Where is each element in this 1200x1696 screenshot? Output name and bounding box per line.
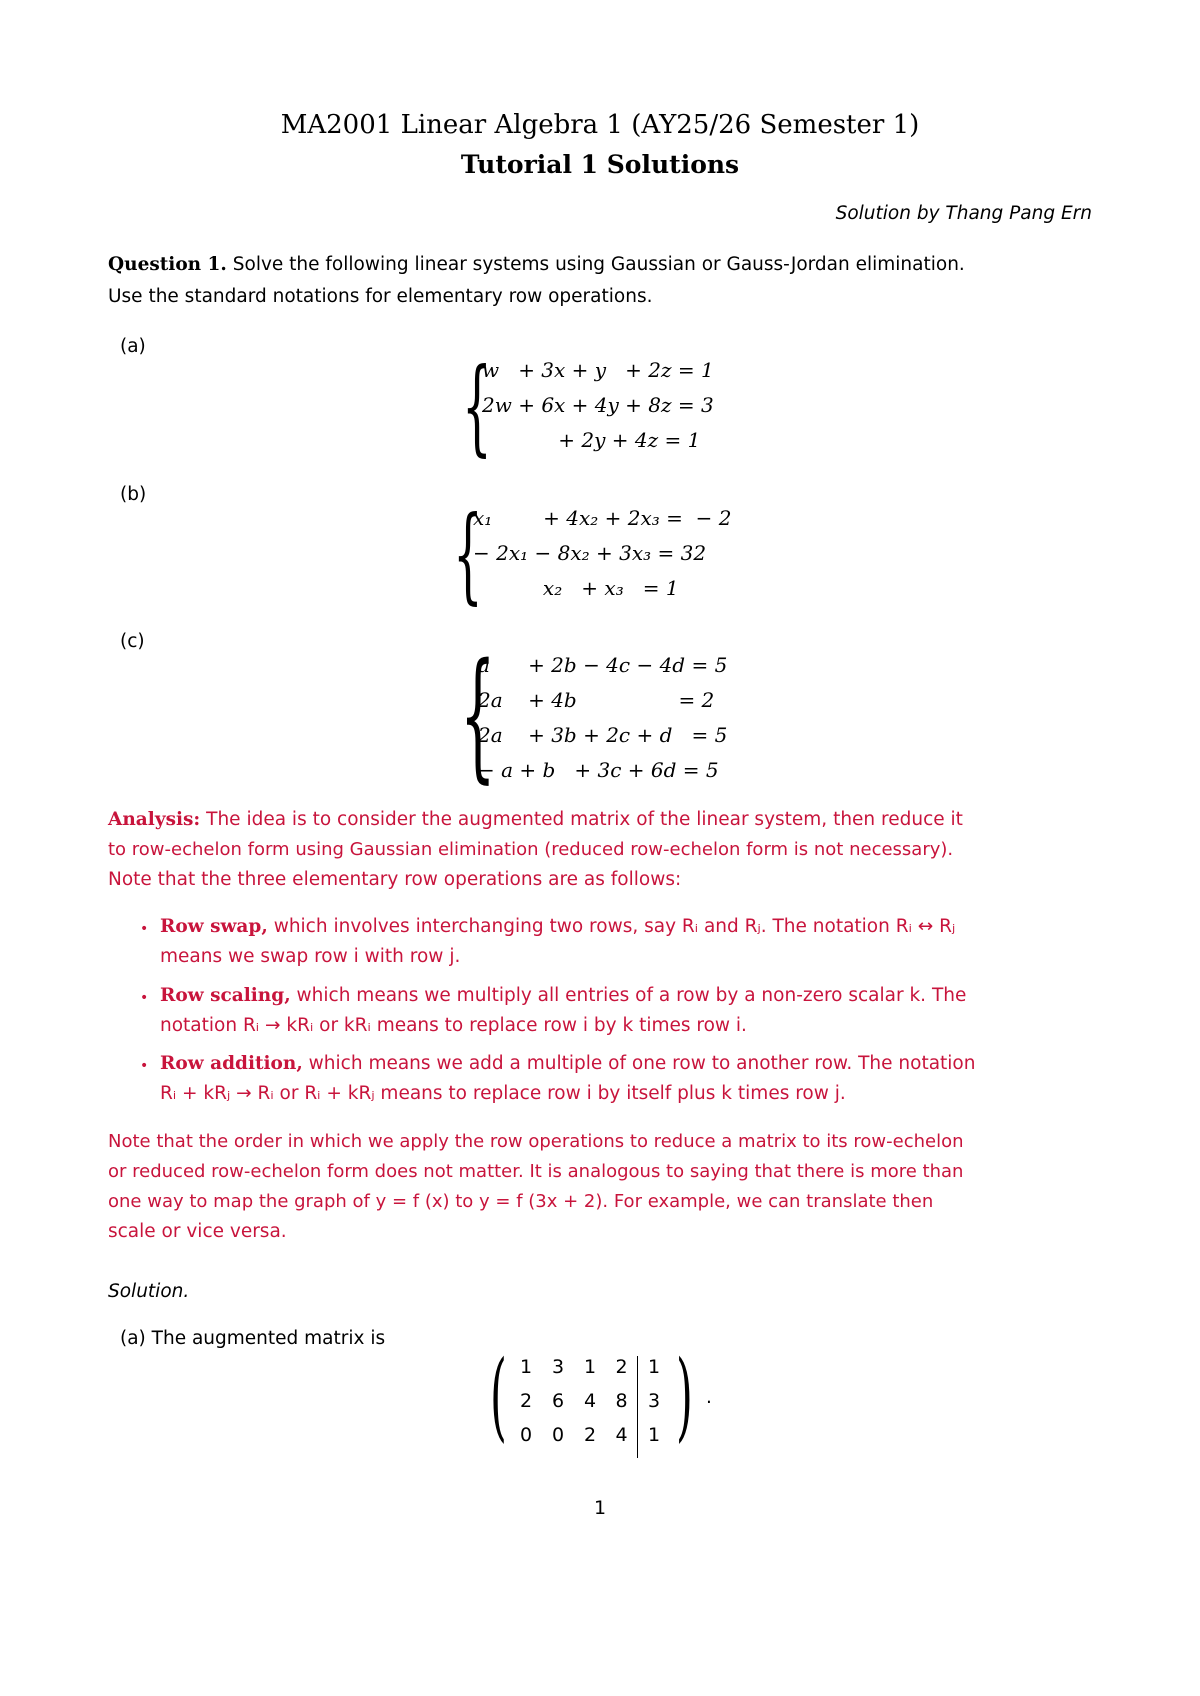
bullet-line1: which involves interchanging two rows, say Rᵢ and Rⱼ. The notation Rᵢ ↔ Rⱼ <box>273 916 956 937</box>
bullet-line1: which means we multiply all entries of a row by a non-zero scalar k. The <box>296 985 967 1006</box>
system-c-row: 2a + 4b = 2 <box>478 688 715 712</box>
part-c-label: (c) <box>120 631 145 652</box>
system-c-row: 2a + 3b + 2c + d = 5 <box>478 723 728 747</box>
system-b-row: x₁ + 4x₂ + 2x₃ = − 2 <box>473 506 732 530</box>
system-b-brace: { <box>453 493 483 615</box>
bullet-dot: • <box>140 1058 149 1074</box>
part-a-label: (a) <box>120 336 146 357</box>
note-line3: one way to map the graph of y = f (x) to y = f (3x + 2). For example, we can translate then <box>108 1191 934 1212</box>
system-b-row: − 2x₁ − 8x₂ + 3x₃ = 32 <box>473 541 707 565</box>
matrix-cell: 4 <box>583 1390 597 1412</box>
question-text-line1: Solve the following linear systems using Gaussian or Gauss-Jordan elimination. <box>232 254 965 275</box>
matrix-cell: 2 <box>606 1356 638 1390</box>
matrix-cell: 8 <box>606 1390 638 1424</box>
solution-part-a <box>120 1323 385 1355</box>
analysis-label: Analysis: <box>108 809 201 830</box>
solution-part-a-label: (a) <box>120 1328 146 1349</box>
matrix-cell: 0 <box>519 1424 533 1446</box>
matrix-period: . <box>706 1387 712 1408</box>
matrix-left-paren: ( <box>490 1340 507 1452</box>
analysis-line2: to row-echelon form using Gaussian elimination (reduced row-echelon form is not necessary). <box>108 839 954 860</box>
bullet-dot: • <box>140 990 149 1006</box>
matrix-cell: 1 <box>647 1424 661 1446</box>
bullet-line2: notation Rᵢ → kRᵢ or kRᵢ means to replace row i by k times row i. <box>160 1015 747 1036</box>
augmented-matrix <box>510 1356 670 1458</box>
analysis-line1: The idea is to consider the augmented matrix of the linear system, then reduce it <box>206 809 963 830</box>
matrix-cell: 3 <box>551 1356 565 1378</box>
bullet-term: Row swap, <box>160 916 268 937</box>
matrix-cell: 2 <box>519 1390 533 1412</box>
solution-label: Solution. <box>108 1281 190 1302</box>
matrix-cell: 1 <box>519 1356 533 1378</box>
bullet-line2: Rᵢ + kRⱼ → Rᵢ or Rᵢ + kRⱼ means to replace row i by itself plus k times row j. <box>160 1083 846 1104</box>
analysis-paragraph <box>108 804 1098 836</box>
bullet-line2: means we swap row i with row j. <box>160 946 461 967</box>
system-c-brace: { <box>460 634 496 797</box>
system-a-brace: { <box>462 345 492 467</box>
matrix-cell: 1 <box>647 1356 661 1378</box>
bullet-dot: • <box>140 921 149 937</box>
bullet-term: Row scaling, <box>160 985 291 1006</box>
solution-part-a-text: The augmented matrix is <box>151 1328 386 1349</box>
question-label: Question 1. <box>108 254 227 275</box>
matrix-cell: 6 <box>551 1390 565 1412</box>
author-line: Solution by Thang Pang Ern <box>835 203 1092 224</box>
page-number: 1 <box>593 1497 607 1519</box>
note-line2: or reduced row-echelon form does not matter. It is analogous to saying that there is more than <box>108 1161 964 1182</box>
system-a-row: w + 3x + y + 2z = 1 <box>482 358 714 382</box>
question-text-line2: Use the standard notations for elementary row operations. <box>108 286 653 307</box>
matrix-cell: 2 <box>583 1424 597 1446</box>
matrix-cell: 0 <box>551 1424 565 1446</box>
bullet-row-addition <box>160 1048 1100 1080</box>
system-a-row: + 2y + 4z = 1 <box>482 428 701 452</box>
bullet-term: Row addition, <box>160 1053 303 1074</box>
bullet-line1: which means we add a multiple of one row to another row. The notation <box>308 1053 976 1074</box>
matrix-right-paren: ) <box>676 1340 693 1452</box>
matrix-cell: 3 <box>647 1390 661 1412</box>
system-b-row: x₂ + x₃ = 1 <box>473 576 679 600</box>
part-b-label: (b) <box>120 484 147 505</box>
document-subtitle: Tutorial 1 Solutions <box>460 150 740 179</box>
system-a-row: 2w + 6x + 4y + 8z = 3 <box>482 393 714 417</box>
matrix-cell: 4 <box>606 1424 638 1458</box>
question-1 <box>108 249 1098 281</box>
bullet-row-swap <box>160 911 1100 943</box>
system-c-row: a + 2b − 4c − 4d = 5 <box>478 653 728 677</box>
matrix-cell: 1 <box>583 1356 597 1378</box>
document-title: MA2001 Linear Algebra 1 (AY25/26 Semester 1) <box>280 110 920 140</box>
note-line1: Note that the order in which we apply the row operations to reduce a matrix to its row-echelon <box>108 1131 964 1152</box>
system-c-row: − a + b + 3c + 6d = 5 <box>478 758 719 782</box>
note-line4: scale or vice versa. <box>108 1221 287 1242</box>
bullet-row-scaling <box>160 980 1100 1012</box>
analysis-line3: Note that the three elementary row operations are as follows: <box>108 869 682 890</box>
